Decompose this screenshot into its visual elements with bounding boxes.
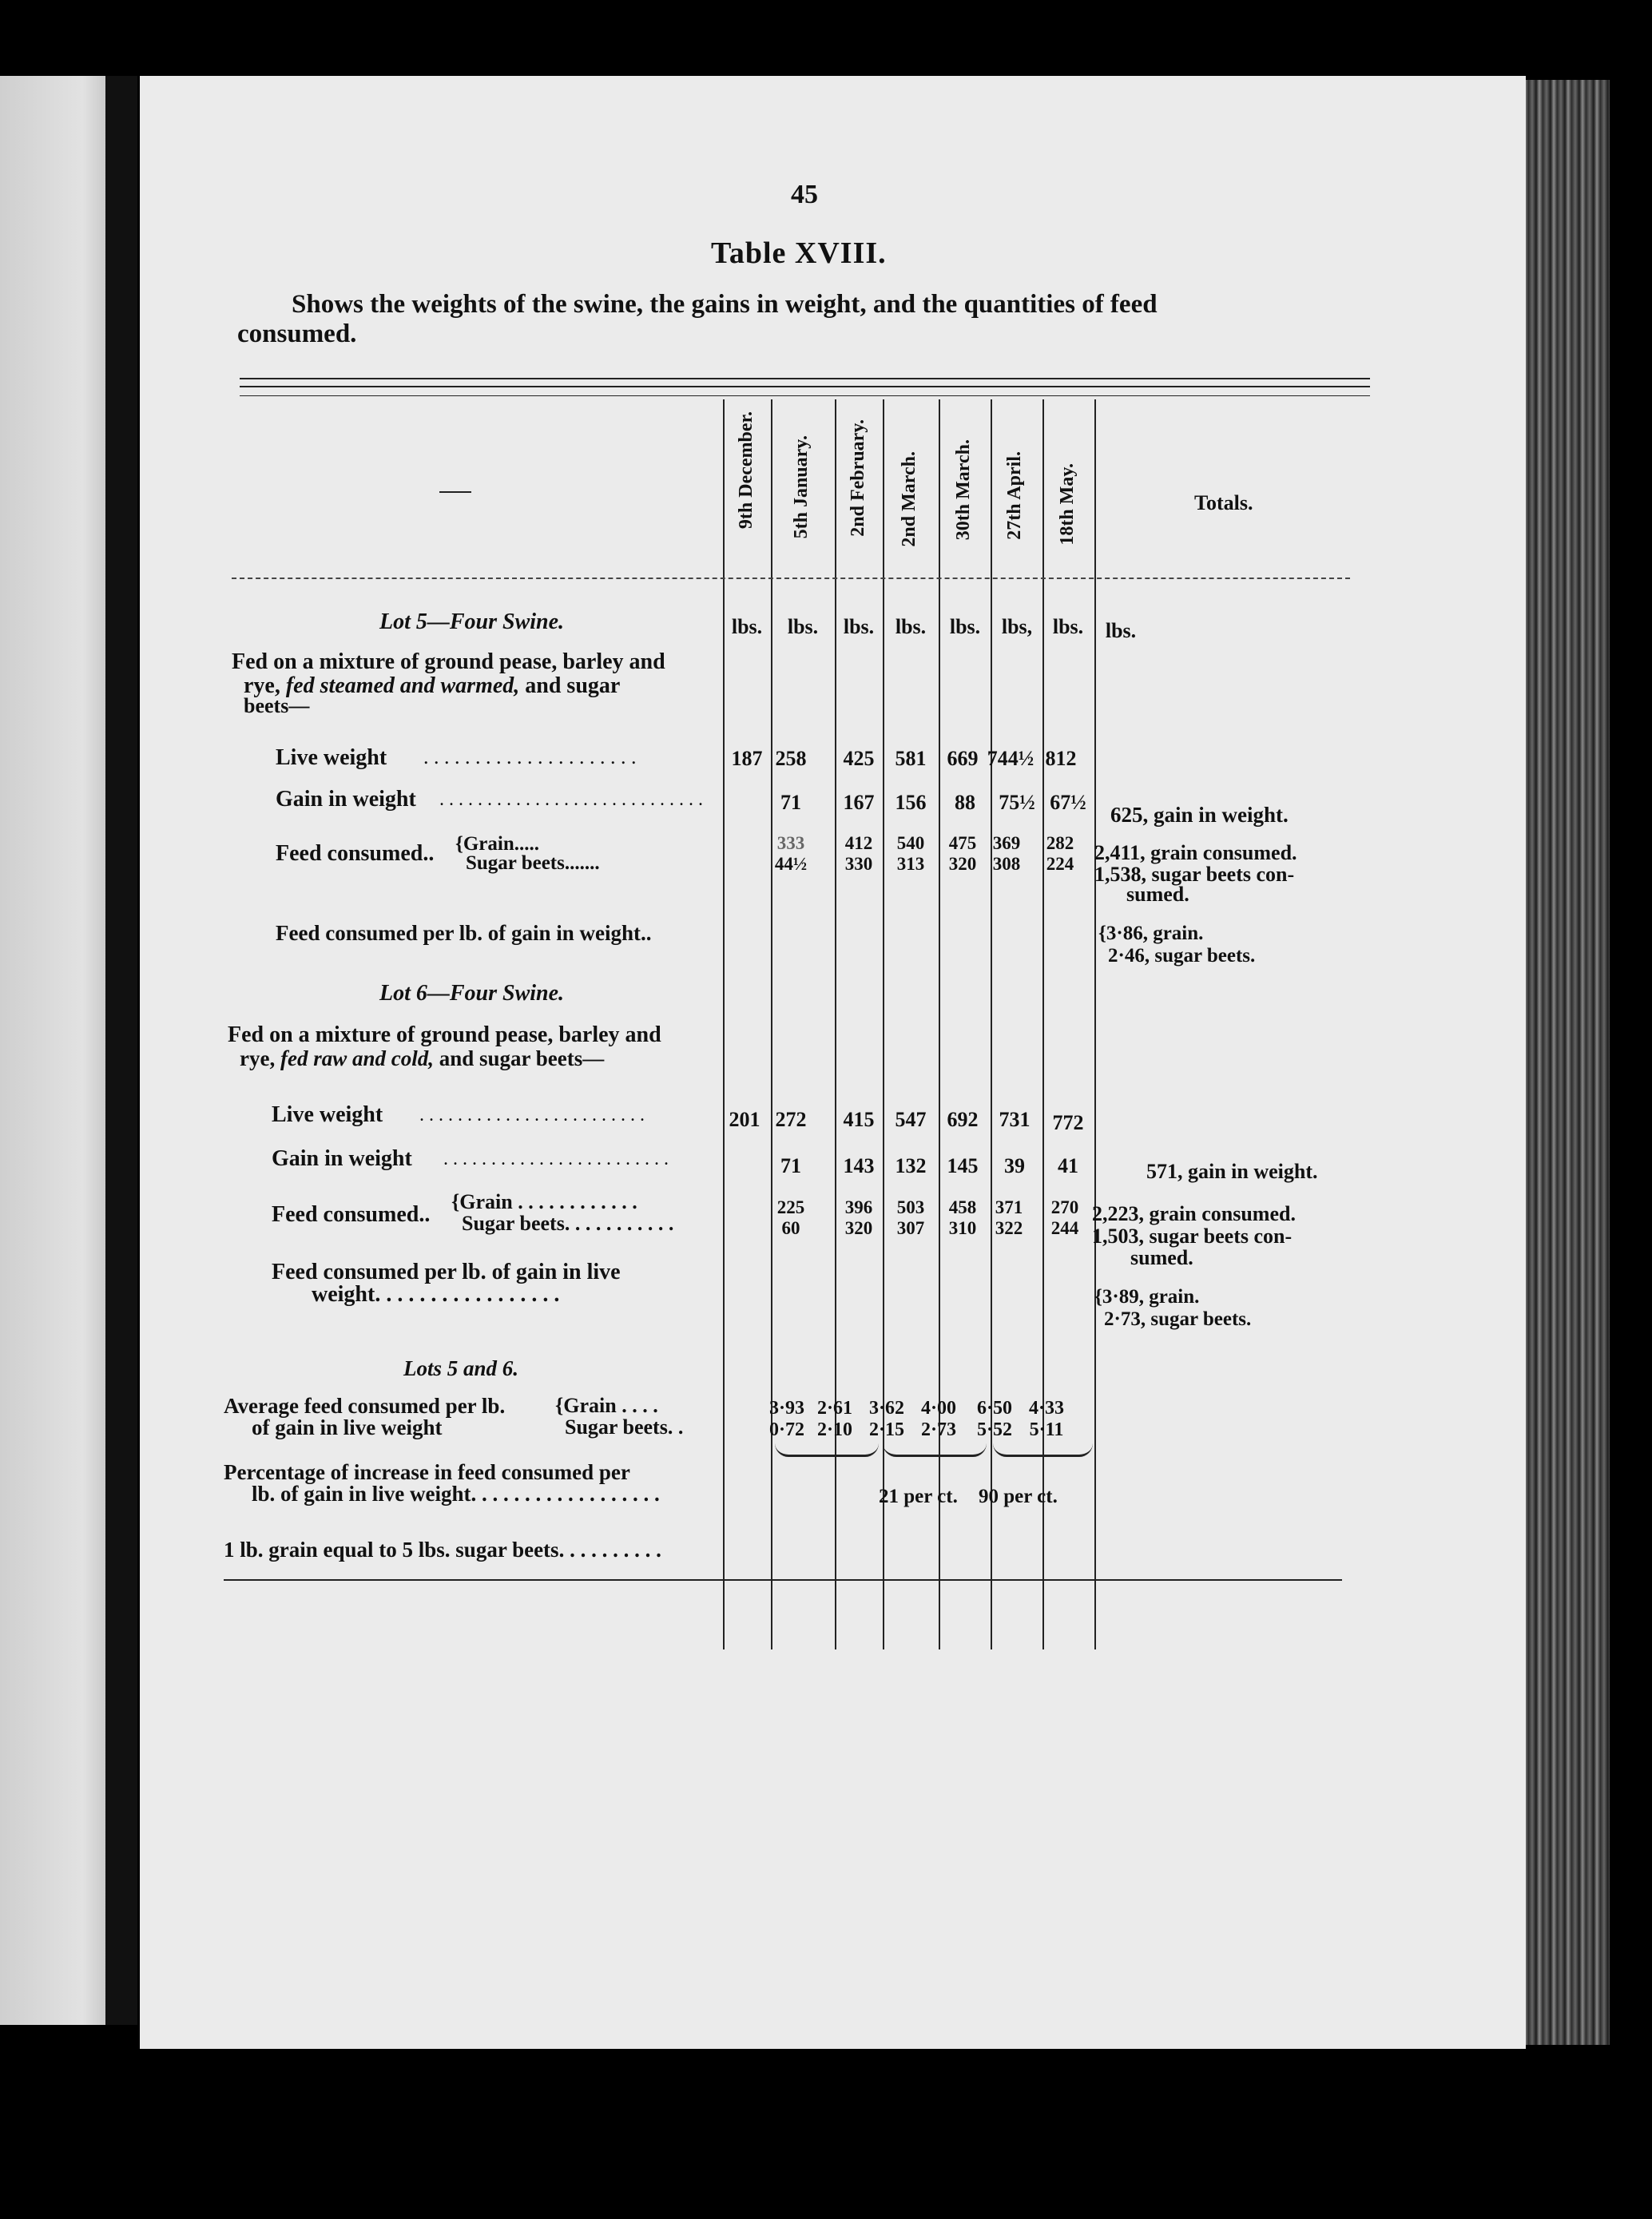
- lot5-grain-3: 475: [948, 833, 977, 853]
- lots56-title: Lots 5 and 6.: [403, 1356, 519, 1380]
- unit-5: lbs,: [1001, 615, 1033, 638]
- lots56-beets-5: 5·11: [1029, 1419, 1064, 1440]
- top-rule-3: [240, 395, 1370, 396]
- col-header-may: 18th May.: [1057, 463, 1078, 546]
- lot6-beets-2: 307: [896, 1218, 925, 1238]
- lot6-live-1: 272: [775, 1108, 807, 1131]
- lots56-grain-0: 3·93: [768, 1398, 804, 1419]
- lot5-live-3: 581: [895, 747, 927, 770]
- lot6-live-3: 547: [895, 1108, 927, 1131]
- lot5-gain-4: 75½: [999, 791, 1035, 814]
- lot5-gain-1: 167: [843, 791, 875, 814]
- unit-3: lbs.: [895, 615, 927, 638]
- lot6-perlb-label-2: weight. . . . . . . . . . . . . . . . .: [312, 1282, 560, 1307]
- lot6-feed-label: Feed consumed..: [272, 1202, 431, 1227]
- lot5-grain-5: 282: [1046, 833, 1074, 853]
- lot5-beets-label: Sugar beets.......: [466, 852, 600, 874]
- col-line-6: [1042, 399, 1044, 1649]
- lot6-grain-5: 270: [1050, 1197, 1079, 1217]
- lots56-grain-4: 6·50: [976, 1398, 1012, 1419]
- caption-line-2: consumed.: [237, 320, 357, 348]
- lot5-grain-1: 412: [844, 833, 873, 853]
- bottom-rule: [224, 1579, 1342, 1581]
- lot6-live-0: 201: [729, 1108, 760, 1131]
- lot6-grain-1: 396: [844, 1197, 873, 1217]
- lot5-grain-2: 540: [896, 833, 925, 853]
- lot5-live-1: 258: [775, 747, 807, 770]
- col-line-5: [991, 399, 992, 1649]
- lot6-gain-label: Gain in weight: [272, 1146, 412, 1171]
- lot5-beets-0: 44½: [774, 854, 808, 874]
- unit-totals: lbs.: [1105, 619, 1137, 642]
- lot6-live-4: 692: [947, 1108, 979, 1131]
- lot6-live-6: 772: [1052, 1111, 1084, 1134]
- lot6-live-5: 731: [999, 1108, 1031, 1131]
- col-header-mar: 2nd March.: [899, 451, 919, 547]
- lot5-gain-3: 88: [955, 791, 975, 814]
- lot5-grain-0: 333: [776, 833, 805, 853]
- lot6-live-label: Live weight: [272, 1102, 383, 1127]
- lot6-grain-label: {Grain . . . . . . . . . . . .: [451, 1190, 637, 1213]
- page-stack-edges: [1514, 80, 1610, 2045]
- lot6-gain-3: 145: [947, 1154, 979, 1177]
- left-page-edge: [0, 76, 118, 2025]
- col-line-4: [939, 399, 940, 1649]
- lot5-beets-4: 308: [992, 854, 1021, 874]
- lot6-gain-0: 71: [780, 1154, 801, 1177]
- lot5-desc-2: rye, fed steamed and warmed, and sugar: [244, 673, 621, 698]
- lot5-live-0: 187: [731, 747, 763, 770]
- table-title: Table XVIII.: [711, 236, 887, 270]
- lots56-pct-a: 21 per ct.: [879, 1486, 958, 1507]
- unit-1: lbs.: [787, 615, 819, 638]
- lot6-beets-4: 322: [995, 1218, 1023, 1238]
- lot6-gain-total: 571, gain in weight.: [1146, 1160, 1318, 1183]
- lot6-gain-5: 41: [1058, 1154, 1078, 1177]
- lot5-beets-total-1: 1,538, sugar beets con-: [1094, 863, 1295, 886]
- lot5-desc-1: Fed on a mixture of ground pease, barley and: [232, 649, 665, 674]
- col-line-0: [723, 399, 725, 1649]
- lot6-perlb-label-1: Feed consumed per lb. of gain in live: [272, 1260, 621, 1284]
- lot5-gain-total-visible: 625, gain in weight.: [1110, 803, 1289, 827]
- totals-header: Totals.: [1194, 491, 1253, 514]
- lots56-grain-5: 4·33: [1028, 1398, 1064, 1419]
- document-page: [140, 76, 1526, 2049]
- lot5-gain-2: 156: [895, 791, 927, 814]
- lot5-desc-3: beets—: [244, 694, 310, 717]
- col-header-dec: 9th December.: [736, 411, 757, 530]
- lot6-beets-total-1: 1,503, sugar beets con-: [1092, 1225, 1293, 1248]
- brace-jan-feb: [775, 1443, 879, 1457]
- lot5-gain-label: Gain in weight: [276, 787, 416, 812]
- lots56-pct-label-1: Percentage of increase in feed consumed per: [224, 1460, 630, 1484]
- lot6-live-dots: . . . . . . . . . . . . . . . . . . . . . . . .: [419, 1105, 645, 1125]
- lot6-perlb-total-2: 2·73, sugar beets.: [1104, 1308, 1252, 1330]
- col-header-feb: 2nd February.: [848, 419, 868, 537]
- unit-2: lbs.: [843, 615, 875, 638]
- lot6-gain-2: 132: [895, 1154, 927, 1177]
- col-header-jan: 5th January.: [791, 435, 812, 539]
- lot5-gain-5: 67½: [1050, 791, 1086, 814]
- lots56-beets-3: 2·73: [920, 1419, 956, 1440]
- top-rule-1: [240, 378, 1370, 379]
- header-placeholder-dash: [439, 491, 471, 493]
- lots56-beets-2: 2·15: [868, 1419, 904, 1440]
- lot6-grain-total: 2,223, grain consumed.: [1092, 1202, 1296, 1225]
- lot6-beets-5: 244: [1050, 1218, 1079, 1238]
- lot5-beets-5: 224: [1046, 854, 1074, 874]
- lot5-live-2: 425: [843, 747, 875, 770]
- lot5-live-6: 812: [1045, 747, 1077, 770]
- lot5-perlb-total-2: 2·46, sugar beets.: [1108, 945, 1256, 967]
- unit-0: lbs.: [731, 615, 763, 638]
- brace-mar: [883, 1443, 987, 1457]
- lots56-beets-1: 2·10: [816, 1419, 852, 1440]
- lot6-beets-0: 60: [781, 1218, 800, 1238]
- lot6-beets-label: Sugar beets. . . . . . . . . . .: [462, 1212, 674, 1235]
- lot5-gain-dots: . . . . . . . . . . . . . . . . . . . . . . . . . . . .: [439, 789, 703, 810]
- col-header-apr: 27th April.: [1004, 451, 1025, 540]
- lot5-live-5: 744½: [987, 747, 1034, 770]
- lot6-beets-total-2: sumed.: [1130, 1246, 1193, 1269]
- lot5-beets-3: 320: [948, 854, 977, 874]
- lots56-equiv: 1 lb. grain equal to 5 lbs. sugar beets. . . . . . . . . .: [224, 1538, 661, 1562]
- lot6-live-2: 415: [843, 1108, 875, 1131]
- lot5-beets-total-2: sumed.: [1126, 883, 1189, 906]
- page-number: 45: [791, 180, 818, 209]
- lot5-gain-0: 71: [780, 791, 801, 814]
- lot6-gain-4: 39: [1004, 1154, 1025, 1177]
- lot6-gain-1: 143: [843, 1154, 875, 1177]
- unit-6: lbs.: [1052, 615, 1084, 638]
- lot5-live-4: 669: [947, 747, 979, 770]
- header-bottom-rule: [232, 578, 1350, 579]
- lots56-grain-1: 2·61: [816, 1398, 852, 1419]
- lot5-live-label: Live weight: [276, 745, 387, 770]
- lot6-gain-dots: . . . . . . . . . . . . . . . . . . . . . . . .: [443, 1149, 669, 1169]
- caption-line-1: Shows the weights of the swine, the gains in weight, and the quantities of feed: [292, 290, 1158, 319]
- lots56-beets-4: 5·52: [976, 1419, 1012, 1440]
- lot6-grain-0: 225: [776, 1197, 805, 1217]
- lot6-grain-2: 503: [896, 1197, 925, 1217]
- lot5-grain-4: 369: [992, 833, 1021, 853]
- lot6-grain-3: 458: [948, 1197, 977, 1217]
- lot6-title: Lot 6—Four Swine.: [379, 981, 565, 1006]
- lots56-grain-3: 4·00: [920, 1398, 956, 1419]
- lots56-pct-label-2: lb. of gain in live weight. . . . . . . . . . . . . . . . . .: [252, 1482, 660, 1506]
- lot5-title: Lot 5—Four Swine.: [379, 609, 565, 634]
- lots56-avg-label-2: of gain in live weight: [252, 1415, 443, 1439]
- lots56-beets-0: 0·72: [768, 1419, 804, 1440]
- lot6-desc-1: Fed on a mixture of ground pease, barley and: [228, 1022, 661, 1047]
- lot6-beets-1: 320: [844, 1218, 873, 1238]
- lots56-grain-label: {Grain . . . .: [555, 1394, 658, 1417]
- lot5-feed-label: Feed consumed..: [276, 841, 435, 866]
- brace-apr-may: [993, 1443, 1093, 1457]
- lots56-beets-label: Sugar beets. .: [565, 1415, 684, 1439]
- lot5-perlb-total-1: {3·86, grain.: [1098, 923, 1204, 944]
- top-rule-2: [240, 386, 1370, 387]
- lot6-perlb-total-1: {3·89, grain.: [1094, 1286, 1200, 1308]
- lot5-beets-1: 330: [844, 854, 873, 874]
- col-line-7: [1094, 399, 1096, 1649]
- lots56-grain-2: 3·62: [868, 1398, 904, 1419]
- lot5-beets-2: 313: [896, 854, 925, 874]
- lot6-grain-4: 371: [995, 1197, 1023, 1217]
- col-header-mar30: 30th March.: [953, 439, 974, 541]
- col-line-1: [771, 399, 772, 1649]
- lot6-beets-3: 310: [948, 1218, 977, 1238]
- unit-4: lbs.: [949, 615, 981, 638]
- book-gutter: [105, 76, 137, 2025]
- lots56-pct-b: 90 per ct.: [979, 1486, 1058, 1507]
- lot5-perlb-label: Feed consumed per lb. of gain in weight..: [276, 921, 652, 945]
- col-line-3: [883, 399, 884, 1649]
- lot5-grain-label: {Grain.....: [455, 833, 540, 855]
- lots56-avg-label-1: Average feed consumed per lb.: [224, 1394, 506, 1418]
- lot5-live-dots: . . . . . . . . . . . . . . . . . . . . .: [423, 745, 637, 768]
- lot5-grain-total: 2,411, grain consumed.: [1094, 841, 1297, 864]
- lot6-desc-2: rye, fed raw and cold, and sugar beets—: [240, 1046, 605, 1070]
- col-line-2: [835, 399, 836, 1649]
